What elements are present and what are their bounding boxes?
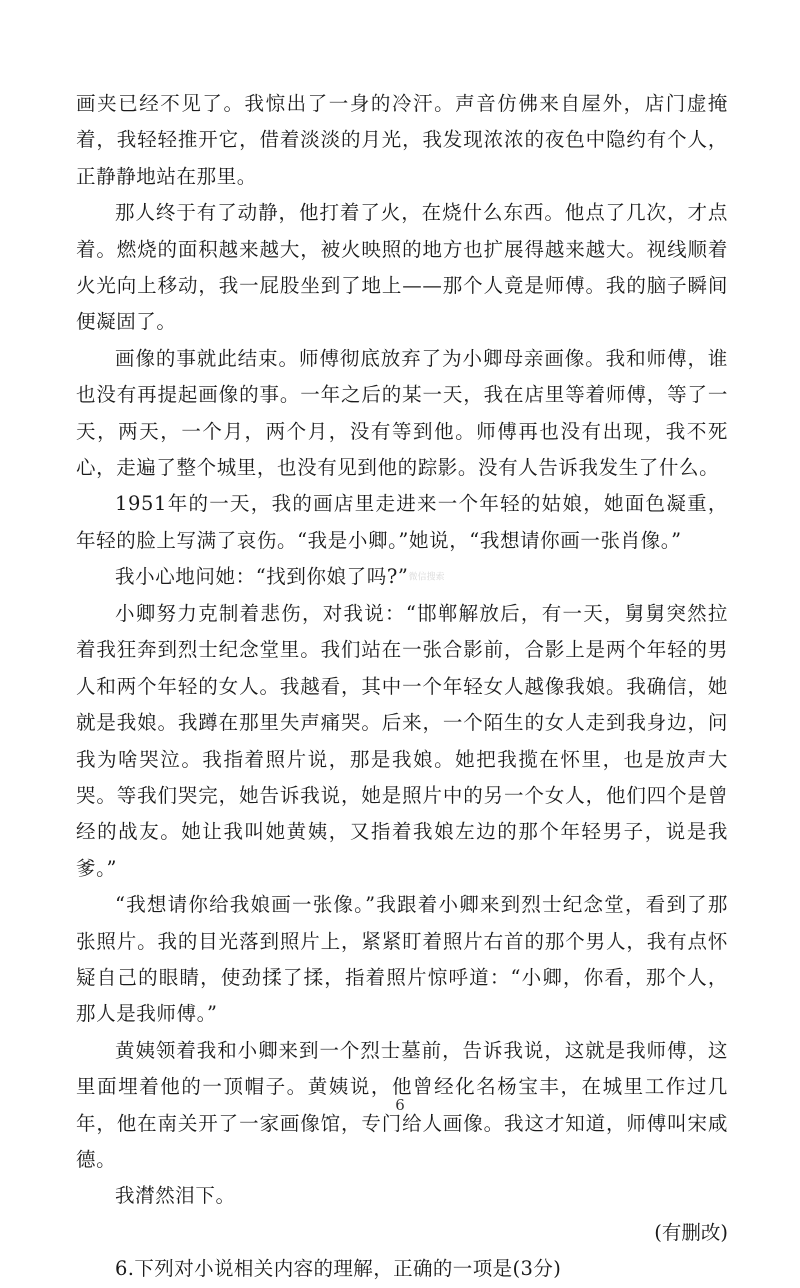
- paragraph-5-text: 我小心地问她：“找到你娘了吗?”: [115, 565, 409, 589]
- paragraph-6: 小卿努力克制着悲伤，对我说：“邯郸解放后，有一天，舅舅突然拉着我狂奔到烈士纪念堂里。我们站在一张合影前，合影上是两个年轻的男人和两个年轻的女人。我越看，其中一个年轻女人越像我娘。我确信，她就是我娘。我蹲在那里失声痛哭。后来，一个陌生的女人走到我身边，问我为啥哭泣。我指着照片说，那是我娘。她把我揽在怀里，也是放声大哭。等我们哭完，她告诉我说，她是照片中的另一个女人，他们四个是曾经的战友。她让我叫她黄姨，又指着我娘左边的那个年轻男子，说是我爹。”: [76, 601, 728, 880]
- watermark-text: 微信搜索: [408, 572, 445, 583]
- page-number: 6: [395, 1096, 405, 1114]
- paragraph-2: 那人终于有了动静，他打着了火，在烧什么东西。他点了几次，才点着。燃烧的面积越来越大，被火映照的地方也扩展得越来越大。视线顺着火光向上移动，我一屁股坐到了地上——那个人竟是师傅。我的脑子瞬间便凝固了。: [76, 201, 728, 334]
- paragraph-9: 我潸然泪下。: [115, 1184, 236, 1208]
- paragraph-8: 黄姨领着我和小卿来到一个烈士墓前，告诉我说，这就是我师傅，这里面埋着他的一顶帽子。黄姨说，他曾经化名杨宝丰，在城里工作过几年，他在南关开了一家画像馆，专门给人画像。我这才知道，师傅叫宋咸德。: [76, 1038, 728, 1172]
- question-6: 6.下列对小说相关内容的理解，正确的一项是(3分): [115, 1257, 562, 1281]
- paragraph-5: [76, 559, 728, 596]
- paragraph-7: “我想请你给我娘画一张像。”我跟着小卿来到烈士纪念堂，看到了那张照片。我的目光落到照片上，紧紧盯着照片右首的那个男人，我有点怀疑自己的眼睛，使劲揉了揉，指着照片惊呼道：“小卿，你看，那个人，那人是我师傅。”: [76, 893, 728, 1026]
- paragraph-1: 画夹已经不见了。我惊出了一身的冷汗。声音仿佛来自屋外，店门虚掩着，我轻轻推开它，借着淡淡的月光，我发现浓浓的夜色中隐约有个人，正静静地站在那里。: [76, 92, 728, 188]
- source-note: (有删改): [654, 1220, 728, 1244]
- paragraph-4: 1951年的一天，我的画店里走进来一个年轻的姑娘，她面色凝重，年轻的脸上写满了哀伤。“我是小卿。”她说，“我想请你画一张肖像。”: [76, 492, 728, 552]
- paragraph-3: 画像的事就此结束。师傅彻底放弃了为小卿母亲画像。我和师傅，谁也没有再提起画像的事。一年之后的某一天，我在店里等着师傅，等了一天，两天，一个月，两个月，没有等到他。师傅再也没有出现，我不死心，走遍了整个城里，也没有见到他的踪影。没有人告诉我发生了什么。: [76, 346, 728, 480]
